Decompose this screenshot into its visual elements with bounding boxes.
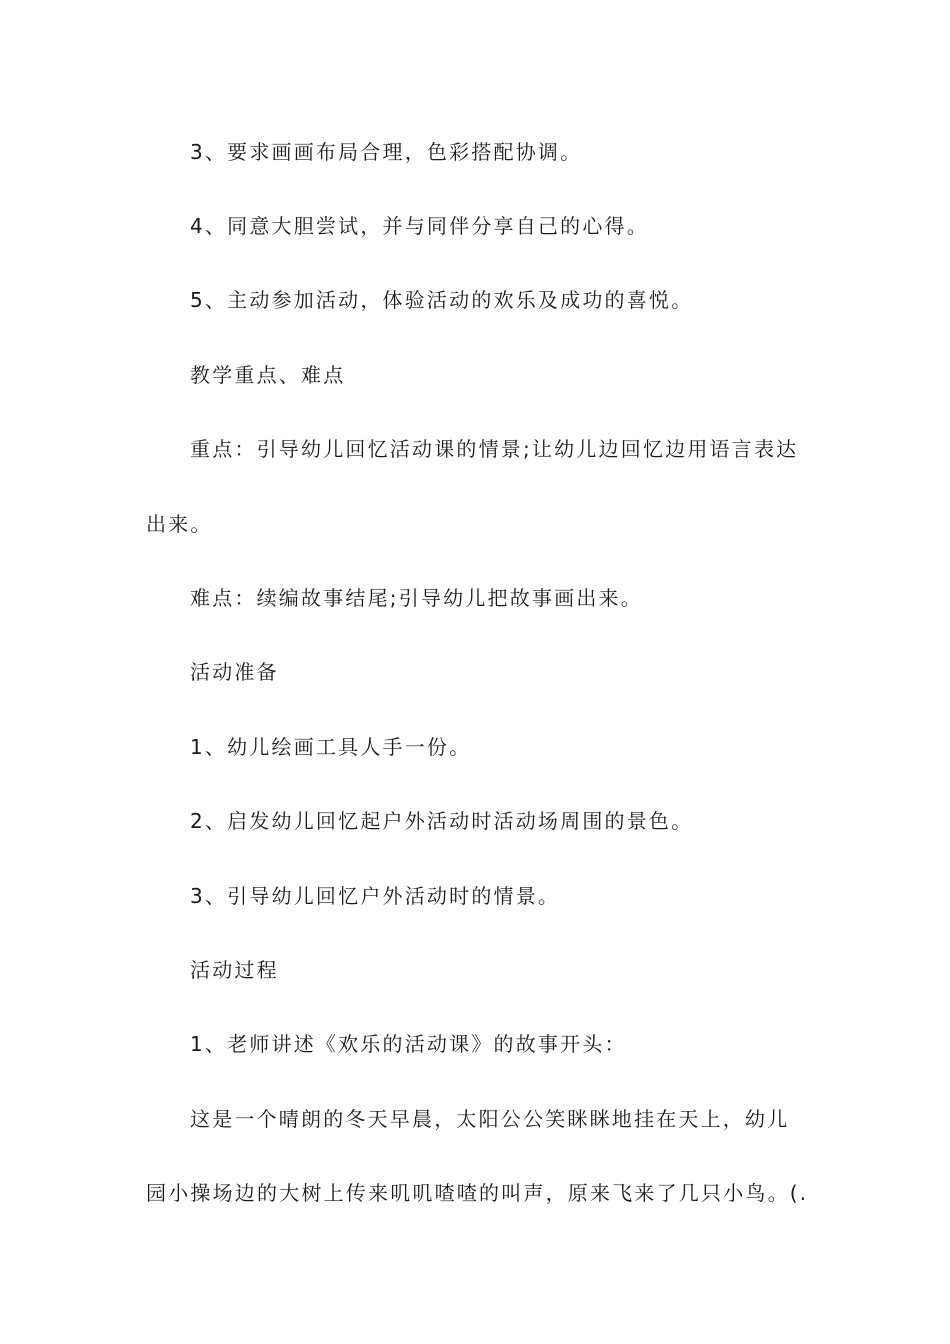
goal-item-5: 5、主动参加活动，体验活动的欢乐及成功的喜悦。	[190, 288, 694, 312]
goal-item-4: 4、同意大胆尝试，并与同伴分享自己的心得。	[190, 214, 649, 238]
story-paragraph: 这是一个晴朗的冬天早晨，太阳公公笑眯眯地挂在天上，幼儿	[190, 1107, 790, 1131]
difficulty-text: 难点：续编故事结尾;引导幼儿把故事画出来。	[190, 586, 643, 610]
section-heading-key-points: 教学重点、难点	[190, 363, 346, 387]
process-step-1: 1、老师讲述《欢乐的活动课》的故事开头：	[190, 1032, 627, 1056]
preparation-item-3: 3、引导幼儿回忆户外活动时的情景。	[190, 884, 561, 908]
preparation-item-2: 2、启发幼儿回忆起户外活动时活动场周围的景色。	[190, 809, 694, 833]
story-paragraph-continued: 园小操场边的大树上传来叽叽喳喳的叫声，原来飞来了几只小鸟。(.	[146, 1181, 809, 1205]
key-point-text-continued: 出来。	[146, 512, 213, 536]
section-heading-process: 活动过程	[190, 958, 279, 982]
preparation-item-1: 1、幼儿绘画工具人手一份。	[190, 735, 472, 759]
key-point-text: 重点：引导幼儿回忆活动课的情景;让幼儿边回忆边用语言表达	[190, 437, 799, 461]
goal-item-3: 3、要求画画布局合理，色彩搭配协调。	[190, 140, 583, 164]
section-heading-preparation: 活动准备	[190, 660, 279, 684]
